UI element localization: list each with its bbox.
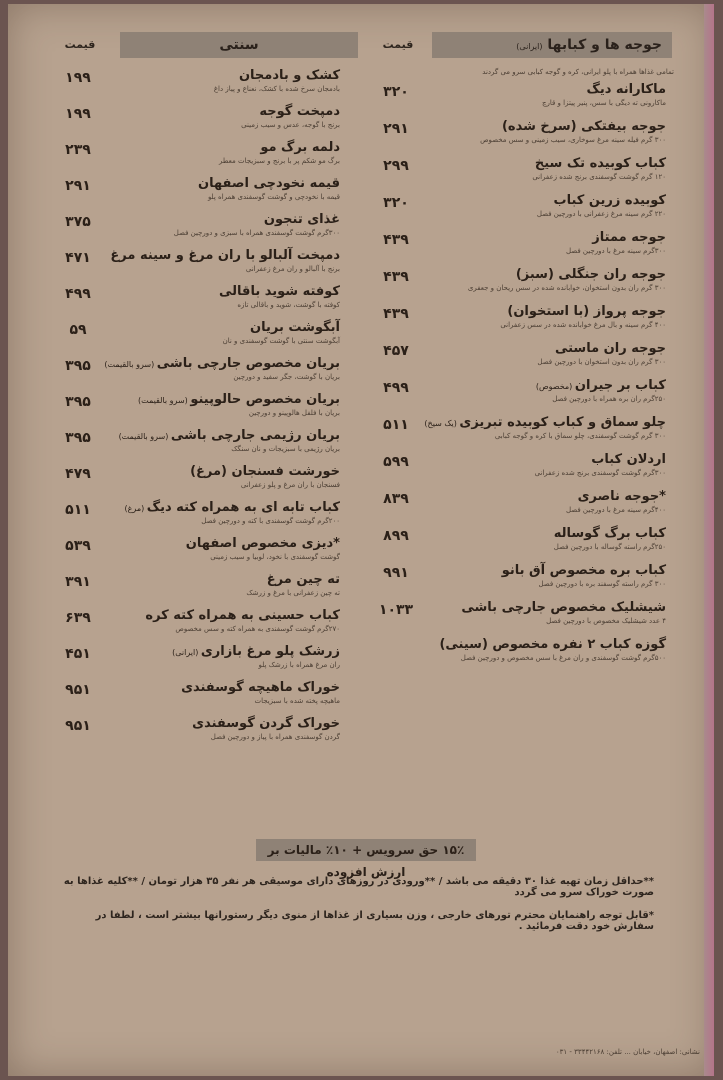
menu-item xyxy=(426,193,666,227)
menu-item-name xyxy=(130,536,340,551)
menu-item xyxy=(426,304,666,338)
menu-item xyxy=(130,464,340,498)
menu-item-price: ۲۹۱ xyxy=(65,178,91,194)
menu-item-tag: (مرغ) xyxy=(124,504,147,513)
menu-item xyxy=(426,119,666,153)
menu-item-title: خورشت فسنجان (مرغ) xyxy=(190,464,340,479)
menu-item-price: ۵۹ xyxy=(69,322,87,338)
menu-item-title: کباب کوبیده تک سیخ xyxy=(534,156,666,171)
note-line-2: *قابل توجه راهنمایان محترم تورهای خارجی ، وزن بسیاری از غذاها از منوی دیگر رستورانها بیشتر است ، لطفا در سفارش خود دقت فرمائید . xyxy=(95,910,654,932)
menu-item xyxy=(130,536,340,570)
menu-item-description: برگ مو شکم پر با برنج و سبزیجات معطر xyxy=(219,157,340,165)
menu-item-name xyxy=(130,716,340,731)
menu-item-price: ۶۳۹ xyxy=(65,610,91,626)
menu-item-title: بریان رژیمی جارچی باشی xyxy=(170,428,340,443)
menu-item-description: ران مرغ همراه با زرشک پلو xyxy=(258,661,340,669)
menu-item-title: چلو سماق و کباب کوبیده تبریزی xyxy=(459,415,666,430)
menu-item-price: ۴۳۹ xyxy=(383,269,409,285)
footer-address: نشانی: اصفهان، خیابان ... تلفن: ۳۳۴۴۲۱۶۸ - ۰۳۱ xyxy=(555,1048,700,1056)
menu-item xyxy=(130,608,340,642)
menu-item-name xyxy=(110,248,340,263)
menu-item-description: برنج با آلبالو و ران مرغ زعفرانی xyxy=(245,265,340,273)
menu-item-price: ۱۹۹ xyxy=(65,106,91,122)
menu-item-price: ۵۹۹ xyxy=(383,454,409,470)
menu-item xyxy=(426,563,666,597)
menu-sheet xyxy=(8,4,714,1076)
menu-item-name xyxy=(426,563,666,578)
menu-item-title: گوزه کباب ۲ نفره مخصوص (سینی) xyxy=(439,637,666,652)
menu-item-title: ته چین مرغ xyxy=(266,572,340,587)
menu-item-title: *جوجه ناصری xyxy=(577,489,666,504)
menu-item-tag: (مخصوص) xyxy=(535,382,575,391)
menu-item-description: ۲۵۰گرم ران بره همراه با دورچین فصل xyxy=(552,395,666,403)
menu-item-title: کوفته شوید باقالی xyxy=(219,284,340,299)
tax-note: ۱۵٪ حق سرویس + ۱۰٪ مالیات بر ارزش افزوده xyxy=(256,839,476,861)
menu-item xyxy=(104,356,340,390)
section-subnote: تمامی غذاها همراه با پلو ایرانی، کره و گوجه کبابی سرو می گردند xyxy=(482,68,674,76)
menu-item xyxy=(118,428,340,462)
menu-item-title: خوراک ماهیچه گوسفندی xyxy=(181,680,340,695)
menu-item-title: *دیزی مخصوص اصفهان xyxy=(185,536,340,551)
menu-item xyxy=(426,267,666,301)
menu-item-name xyxy=(426,304,666,319)
menu-item xyxy=(426,452,666,486)
menu-item-title: آبگوشت بریان xyxy=(250,320,340,335)
right-section-title: جوجه ها و کبابها xyxy=(547,37,662,53)
menu-item-name xyxy=(130,680,340,695)
menu-item-description: ماهیچه پخته شده با سبزیجات xyxy=(254,697,340,705)
menu-item-title: بریان مخصوص حالوپینو xyxy=(190,392,340,407)
menu-item-title: زرشک پلو مرغ بازاری xyxy=(200,644,340,659)
menu-item-title: جوجه ران جنگلی (سبز) xyxy=(515,267,666,282)
menu-item-name xyxy=(124,500,340,515)
menu-item-price: ۴۷۹ xyxy=(65,466,91,482)
menu-item-name xyxy=(130,68,340,83)
menu-item-price: ۳۹۵ xyxy=(65,394,91,410)
menu-item-price: ۳۹۵ xyxy=(65,430,91,446)
menu-item xyxy=(426,637,666,671)
menu-item-name xyxy=(130,392,340,407)
menu-item-price: ۵۱۱ xyxy=(65,502,91,518)
menu-item-tag: (سرو بالقیمت) xyxy=(118,432,171,441)
menu-item-description: ۴ عدد شیشلیک مخصوص با دورچین فصل xyxy=(546,617,666,625)
menu-item-price: ۵۳۹ xyxy=(65,538,91,554)
menu-item-title: جوجه ران ماستی xyxy=(554,341,666,356)
menu-item xyxy=(130,572,340,606)
menu-item-price: ۴۳۹ xyxy=(383,232,409,248)
menu-item-title: خوراک گردن گوسفندی xyxy=(192,716,340,731)
menu-item-price: ۴۵۷ xyxy=(383,343,409,359)
menu-item xyxy=(426,600,666,634)
menu-item-price: ۵۱۱ xyxy=(383,417,409,433)
menu-item xyxy=(426,341,666,375)
menu-item xyxy=(130,320,340,354)
menu-item-price: ۳۹۵ xyxy=(65,358,91,374)
menu-item-price: ۳۷۵ xyxy=(65,214,91,230)
menu-item-title: دلمه برگ مو xyxy=(260,140,340,155)
menu-item xyxy=(130,392,340,426)
menu-item-name xyxy=(426,82,666,97)
menu-item-name xyxy=(426,267,666,282)
menu-item-price: ۴۵۱ xyxy=(65,646,91,662)
menu-item-tag: (یک سیخ) xyxy=(424,419,460,428)
right-section-header xyxy=(432,32,672,58)
right-section-tag: (ایرانی) xyxy=(516,42,543,51)
menu-item-price: ۳۲۰ xyxy=(383,195,409,211)
menu-item-name xyxy=(130,104,340,119)
menu-item xyxy=(130,212,340,246)
menu-item-description: ۳۰۰ گرم گوشت گوسفندی، چلو سماق با کره و گوجه کبابی xyxy=(494,432,666,440)
menu-item-description: ۲۰۰گرم گوشت گوسفندی با کته و دورچین فصل xyxy=(201,517,340,525)
menu-item-description: ۴۰۰گرم سینه مرغ با دورچین فصل xyxy=(565,506,666,514)
menu-item-name xyxy=(426,600,666,615)
menu-item-price: ۲۹۹ xyxy=(383,158,409,174)
menu-item xyxy=(124,500,340,534)
menu-item-description: ۱۲۰ گرم گوشت گوسفندی برنج شده زعفرانی xyxy=(532,173,666,181)
menu-item-name xyxy=(426,230,666,245)
menu-item xyxy=(130,716,340,750)
page-edge xyxy=(704,4,714,1076)
left-section-header xyxy=(120,32,358,58)
menu-item-title: کوبیده زرین کباب xyxy=(553,193,666,208)
menu-item-description: ته چین زعفرانی با مرغ و زرشک xyxy=(246,589,340,597)
menu-item-title: غذای تنجون xyxy=(263,212,340,227)
menu-item-price: ۲۳۹ xyxy=(65,142,91,158)
menu-item-name xyxy=(130,608,340,623)
menu-item-name xyxy=(130,176,340,191)
menu-item-price: ۳۹۱ xyxy=(65,574,91,590)
menu-item-name xyxy=(426,452,666,467)
menu-item-name xyxy=(426,119,666,134)
menu-item xyxy=(130,140,340,174)
menu-item-title: کباب حسینی به همراه کته کره xyxy=(145,608,340,623)
menu-item-name xyxy=(130,644,340,659)
menu-item-description: بریان رژیمی با سبزیجات و نان سنگک xyxy=(231,445,340,453)
menu-item-price: ۴۹۹ xyxy=(65,286,91,302)
menu-item-title: بریان مخصوص جارچی باشی xyxy=(156,356,340,371)
menu-item-description: گوشت گوسفندی با نخود، لوبیا و سیب زمینی xyxy=(210,553,340,561)
menu-item-title: دمپخت گوجه xyxy=(259,104,340,119)
menu-item-title: شیشلیک مخصوص جارچی باشی xyxy=(461,600,666,615)
menu-item-price: ۸۹۹ xyxy=(383,528,409,544)
menu-item-tag: (سرو بالقیمت) xyxy=(104,360,157,369)
menu-item-name xyxy=(426,156,666,171)
menu-item xyxy=(130,680,340,714)
menu-item xyxy=(426,489,666,523)
menu-item-title: دمپخت آلبالو با ران مرغ و سینه مرغ xyxy=(110,248,340,263)
menu-item-description: ۲۷۰گرم گوشت گوسفندی به همراه کته و سس مخصوص xyxy=(175,625,340,633)
menu-item-description: بریان با گوشت، جگر سفید و دورچین xyxy=(233,373,340,381)
menu-item-title: کشک و بادمجان xyxy=(238,68,340,83)
menu-item-title: جوجه ممتاز xyxy=(592,230,666,245)
menu-item-title: جوجه پرواز (با استخوان) xyxy=(507,304,666,319)
menu-item-price: ۱۹۹ xyxy=(65,70,91,86)
menu-item xyxy=(130,284,340,318)
menu-item-title: جوجه بیفتکی (سرخ شده) xyxy=(501,119,666,134)
menu-item xyxy=(426,378,666,412)
menu-item xyxy=(130,176,340,210)
menu-item-description: فسنجان با ران مرغ و پلو زعفرانی xyxy=(240,481,340,489)
menu-item-description: ۲۵۰گرم راسته گوساله با دورچین فصل xyxy=(553,543,666,551)
menu-item-name xyxy=(426,489,666,504)
menu-item xyxy=(130,644,340,678)
menu-item-description: ماکارونی ته دیگی با سس، پنیر پیتزا و قارچ xyxy=(541,99,666,107)
menu-item-name xyxy=(426,526,666,541)
menu-item-description: ۲۲۰ گرم سینه مرغ زعفرانی با دورچین فصل xyxy=(536,210,666,218)
note-line-1: **حداقل زمان تهیه غذا ۳۰ دقیقه می باشد / **ورودی در روزهای دارای موسیقی هر نفر ۳۵ هزار تومان / **کلیه غذاها به صورت خوراک سرو می گردد xyxy=(63,876,654,898)
menu-item-name xyxy=(130,140,340,155)
menu-item-description: ۳۰۰ گرم ران بدون استخوان با دورچین فصل xyxy=(537,358,666,366)
menu-item-price: ۹۹۱ xyxy=(383,565,409,581)
menu-item-description: کوفته با گوشت، شوید و باقالی تازه xyxy=(237,301,340,309)
menu-item-title: کباب برگ گوساله xyxy=(553,526,666,541)
menu-item-price: ۴۷۱ xyxy=(65,250,91,266)
menu-item xyxy=(426,526,666,560)
menu-item-description: ۳۰۰گرم گوشت گوسفندی همراه با سبزی و دورچین فصل xyxy=(173,229,340,237)
menu-item-description: ۳۰۰ گرم ران بدون استخوان، خوابانده شده در سس ریحان و جعفری xyxy=(467,284,666,292)
menu-item-name xyxy=(118,428,340,443)
menu-item-price: ۸۳۹ xyxy=(383,491,409,507)
menu-item-title: اردلان کباب xyxy=(591,452,666,467)
menu-item xyxy=(426,82,666,116)
menu-item-name xyxy=(426,415,666,430)
menu-item-description: بریان با فلفل هالوپینو و دورچین xyxy=(248,409,340,417)
menu-item xyxy=(110,248,340,282)
menu-item-name xyxy=(130,320,340,335)
menu-item xyxy=(130,68,340,102)
menu-item-name xyxy=(130,464,340,479)
menu-item-price: ۹۵۱ xyxy=(65,718,91,734)
menu-item-description: ۳۰۰گرم گوشت گوسفندی برنج شده زعفرانی xyxy=(534,469,666,477)
menu-item-title: کباب بر جیران xyxy=(574,378,666,393)
menu-item-name xyxy=(426,193,666,208)
menu-item-description: ۴۰۰ گرم سینه و بال مرغ خوابانده شده در سس زعفرانی xyxy=(500,321,666,329)
menu-item xyxy=(426,230,666,264)
menu-item-description: آبگوشت سنتی با گوشت گوسفندی و نان xyxy=(222,337,340,345)
menu-item-name xyxy=(104,356,340,371)
menu-item-name xyxy=(130,212,340,227)
menu-item-description: ۳۰۰ گرم راسته گوسفند بره با دورچین فصل xyxy=(538,580,666,588)
menu-item-name xyxy=(426,637,666,652)
menu-item-price: ۴۳۹ xyxy=(383,306,409,322)
menu-item-title: کباب تابه ای به همراه کته دیگ xyxy=(146,500,340,515)
menu-item-description: ۳۰۰ گرم فیله سینه مرغ سوخاری، سیب زمینی و سس مخصوص xyxy=(480,136,666,144)
menu-item-description: ۵۰۰گرم گوشت گوسفندی و ران مرغ با سس مخصوص و دورچین فصل xyxy=(460,654,666,662)
menu-item-name xyxy=(426,378,666,393)
menu-item xyxy=(130,104,340,138)
menu-item-description: بادمجان سرخ شده با کشک، نعناع و پیاز داغ xyxy=(213,85,340,93)
menu-item-description: ۳۰۰گرم سینه مرغ با دورچین فصل xyxy=(565,247,666,255)
menu-item xyxy=(426,156,666,190)
left-price-label: قیمت xyxy=(64,38,96,51)
menu-item-name xyxy=(426,341,666,356)
menu-item-price: ۹۵۱ xyxy=(65,682,91,698)
menu-item-description: برنج با گوجه، عدس و سیب زمینی xyxy=(241,121,340,129)
menu-item-price: ۳۲۰ xyxy=(383,84,409,100)
menu-item-title: کباب بره مخصوص آق بانو xyxy=(501,563,666,578)
menu-item-description: قیمه با نخودچی و گوشت گوسفندی همراه پلو xyxy=(207,193,340,201)
menu-item-tag: (ایرانی) xyxy=(172,648,201,657)
menu-item-price: ۴۹۹ xyxy=(383,380,409,396)
menu-item-name xyxy=(130,284,340,299)
left-section-title: سنتی xyxy=(219,37,259,53)
menu-item-name xyxy=(130,572,340,587)
right-price-label: قیمت xyxy=(382,38,414,51)
menu-item-price: ۲۹۱ xyxy=(383,121,409,137)
menu-item-description: گردن گوسفندی همراه با پیاز و دورچین فصل xyxy=(210,733,340,741)
menu-item-tag: (سرو بالقیمت) xyxy=(137,396,191,405)
menu-item-title: ماکارانه دیگ xyxy=(586,82,666,97)
menu-item-title: قیمه نخودچی اصفهان xyxy=(198,176,340,191)
menu-item-price: ۱۰۳۳ xyxy=(378,602,414,618)
menu-item xyxy=(426,415,666,449)
